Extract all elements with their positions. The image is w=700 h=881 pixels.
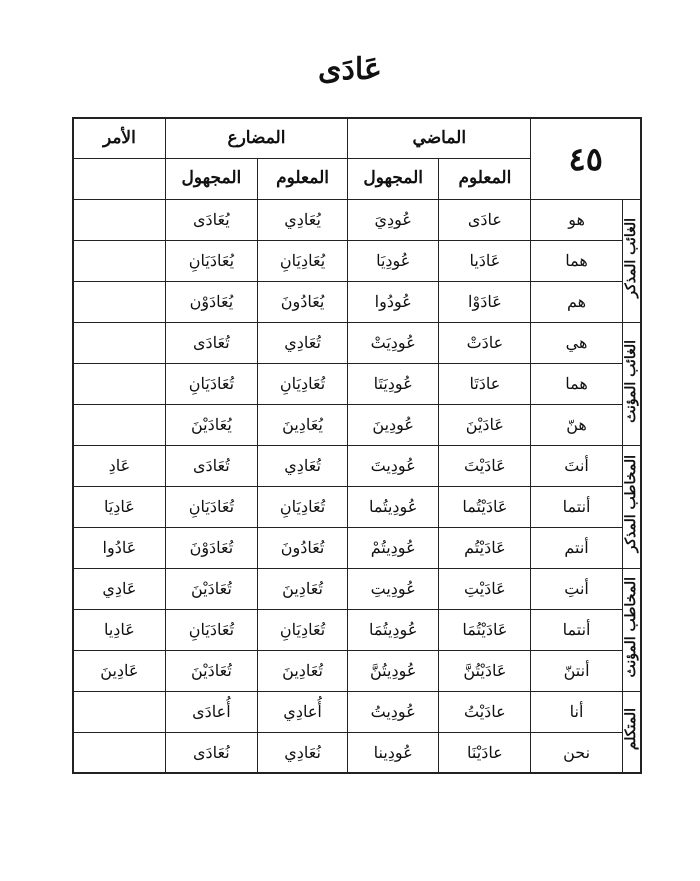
header-past-passive: المجهول bbox=[348, 158, 439, 199]
header-imperative-empty bbox=[73, 158, 165, 199]
past-passive-cell: عُودِيَتَا bbox=[348, 363, 439, 404]
past-passive-cell: عُودِيتَ bbox=[348, 445, 439, 486]
present-active-cell: تُعَادِيَانِ bbox=[258, 486, 348, 527]
group-label-text: الغائب المذكر bbox=[622, 218, 639, 298]
table-row bbox=[73, 609, 641, 650]
present-passive-cell: تُعَادَيَانِ bbox=[165, 486, 257, 527]
imperative-cell bbox=[73, 732, 165, 773]
imperative-cell bbox=[73, 691, 165, 732]
header-present-active: المعلوم bbox=[258, 158, 348, 199]
imperative-cell: عَادِيا bbox=[73, 609, 165, 650]
pronoun-cell: أنتما bbox=[531, 609, 622, 650]
present-active-cell: تُعَادِيَانِ bbox=[258, 363, 348, 404]
pronoun-cell: هما bbox=[531, 363, 622, 404]
past-active-cell: عَادَيا bbox=[439, 240, 531, 281]
pronoun-cell: أنتم bbox=[531, 527, 622, 568]
past-active-cell: عَادَيْتُما bbox=[439, 486, 531, 527]
header-imperative: الأمر bbox=[73, 118, 165, 158]
header-present-passive: المجهول bbox=[165, 158, 257, 199]
table-row bbox=[73, 363, 641, 404]
past-active-cell: عَادَيْتِ bbox=[439, 568, 531, 609]
table-row bbox=[73, 568, 641, 609]
present-passive-cell: يُعَادَيَانِ bbox=[165, 240, 257, 281]
past-passive-cell: عُودِيَا bbox=[348, 240, 439, 281]
group-label-text: المخاطب المذكر bbox=[622, 455, 639, 553]
pronoun-cell: أنتِ bbox=[531, 568, 622, 609]
past-passive-cell: عُودِيتُ bbox=[348, 691, 439, 732]
past-active-cell: عَادَيْتُمَا bbox=[439, 609, 531, 650]
past-passive-cell: عُودِيتُنَّ bbox=[348, 650, 439, 691]
pronoun-cell: هنّ bbox=[531, 404, 622, 445]
present-active-cell: أُعادِي bbox=[258, 691, 348, 732]
present-active-cell: يُعَادِينَ bbox=[258, 404, 348, 445]
table-row bbox=[73, 732, 641, 773]
past-passive-cell: عُودِيَ bbox=[348, 199, 439, 240]
group-label bbox=[622, 568, 641, 691]
past-active-cell: عَادَيْنَ bbox=[439, 404, 531, 445]
imperative-cell bbox=[73, 404, 165, 445]
table-row bbox=[73, 527, 641, 568]
table-row bbox=[73, 445, 641, 486]
past-active-cell: عادَيْنَا bbox=[439, 732, 531, 773]
present-active-cell: تُعَادِينَ bbox=[258, 650, 348, 691]
present-passive-cell: تُعَادَيَانِ bbox=[165, 609, 257, 650]
present-active-cell: تُعَادُونَ bbox=[258, 527, 348, 568]
pronoun-cell: أنتما bbox=[531, 486, 622, 527]
imperative-cell bbox=[73, 240, 165, 281]
present-passive-cell: يُعَادَوْن bbox=[165, 281, 257, 322]
present-passive-cell: تُعَادَى bbox=[165, 445, 257, 486]
conjugation-table bbox=[72, 117, 642, 774]
imperative-cell bbox=[73, 281, 165, 322]
past-passive-cell: عُودِيتُمْ bbox=[348, 527, 439, 568]
imperative-cell: عَادِ bbox=[73, 445, 165, 486]
past-active-cell: عَادَيْتَ bbox=[439, 445, 531, 486]
present-passive-cell: أُعادَى bbox=[165, 691, 257, 732]
past-passive-cell: عُودِيَتْ bbox=[348, 322, 439, 363]
past-active-cell: عَادَيْتُنَّ bbox=[439, 650, 531, 691]
pronoun-cell: نحن bbox=[531, 732, 622, 773]
imperative-cell bbox=[73, 322, 165, 363]
conjugation-body bbox=[73, 199, 641, 773]
table-row bbox=[73, 650, 641, 691]
present-active-cell: نُعَادِي bbox=[258, 732, 348, 773]
pronoun-cell: هي bbox=[531, 322, 622, 363]
imperative-cell: عَادِي bbox=[73, 568, 165, 609]
pronoun-cell: هو bbox=[531, 199, 622, 240]
present-passive-cell: يُعَادَيْنَ bbox=[165, 404, 257, 445]
past-passive-cell: عُودِينَ bbox=[348, 404, 439, 445]
pronoun-cell: أنتَ bbox=[531, 445, 622, 486]
group-label-text: المخاطب المؤنث bbox=[622, 576, 639, 678]
table-row bbox=[73, 240, 641, 281]
past-active-cell: عادَى bbox=[439, 199, 531, 240]
past-passive-cell: عُودِينا bbox=[348, 732, 439, 773]
present-active-cell: تُعَادِينَ bbox=[258, 568, 348, 609]
past-passive-cell: عُودُوا bbox=[348, 281, 439, 322]
verb-number: ٤٥ bbox=[531, 118, 641, 199]
imperative-cell bbox=[73, 363, 165, 404]
imperative-cell: عَادِينَ bbox=[73, 650, 165, 691]
present-passive-cell: تُعَادَوْنَ bbox=[165, 527, 257, 568]
pronoun-cell: أنتنّ bbox=[531, 650, 622, 691]
page-title: عَادَى bbox=[318, 52, 382, 87]
present-active-cell: يُعَادِيَانِ bbox=[258, 240, 348, 281]
table-row bbox=[73, 404, 641, 445]
present-passive-cell: تُعَادَيَانِ bbox=[165, 363, 257, 404]
present-active-cell: تُعَادِي bbox=[258, 322, 348, 363]
present-passive-cell: نُعَادَى bbox=[165, 732, 257, 773]
pronoun-cell: أنا bbox=[531, 691, 622, 732]
table-row bbox=[73, 281, 641, 322]
table-row bbox=[73, 322, 641, 363]
present-passive-cell: تُعَادَى bbox=[165, 322, 257, 363]
table-row bbox=[73, 486, 641, 527]
group-label bbox=[622, 445, 641, 568]
group-label bbox=[622, 322, 641, 445]
table-row bbox=[73, 691, 641, 732]
imperative-cell: عَادِيَا bbox=[73, 486, 165, 527]
past-active-cell: عادَيْتُ bbox=[439, 691, 531, 732]
past-active-cell: عادَتْ bbox=[439, 322, 531, 363]
past-active-cell: عَادَوْا bbox=[439, 281, 531, 322]
header-present: المضارع bbox=[165, 118, 347, 158]
present-active-cell: تُعَادِي bbox=[258, 445, 348, 486]
present-passive-cell: يُعَادَى bbox=[165, 199, 257, 240]
header-past: الماضي bbox=[348, 118, 531, 158]
present-active-cell: يُعَادُونَ bbox=[258, 281, 348, 322]
group-label-text: الغائب المؤنث bbox=[622, 339, 639, 423]
present-active-cell: تُعَادِيَانِ bbox=[258, 609, 348, 650]
pronoun-cell: هم bbox=[531, 281, 622, 322]
present-passive-cell: تُعَادَيْنَ bbox=[165, 568, 257, 609]
present-passive-cell: تُعَادَيْنَ bbox=[165, 650, 257, 691]
past-passive-cell: عُودِيتِ bbox=[348, 568, 439, 609]
group-label bbox=[622, 199, 641, 322]
pronoun-cell: هما bbox=[531, 240, 622, 281]
group-label-text: المتكلم bbox=[622, 708, 639, 751]
past-passive-cell: عُودِيتُمَا bbox=[348, 609, 439, 650]
table-row bbox=[73, 199, 641, 240]
header-past-active: المعلوم bbox=[439, 158, 531, 199]
past-passive-cell: عُودِيتُما bbox=[348, 486, 439, 527]
past-active-cell: عَادَيْتُم bbox=[439, 527, 531, 568]
present-active-cell: يُعَادِي bbox=[258, 199, 348, 240]
imperative-cell bbox=[73, 199, 165, 240]
imperative-cell: عَادُوا bbox=[73, 527, 165, 568]
group-label bbox=[622, 691, 641, 773]
past-active-cell: عادَتَا bbox=[439, 363, 531, 404]
